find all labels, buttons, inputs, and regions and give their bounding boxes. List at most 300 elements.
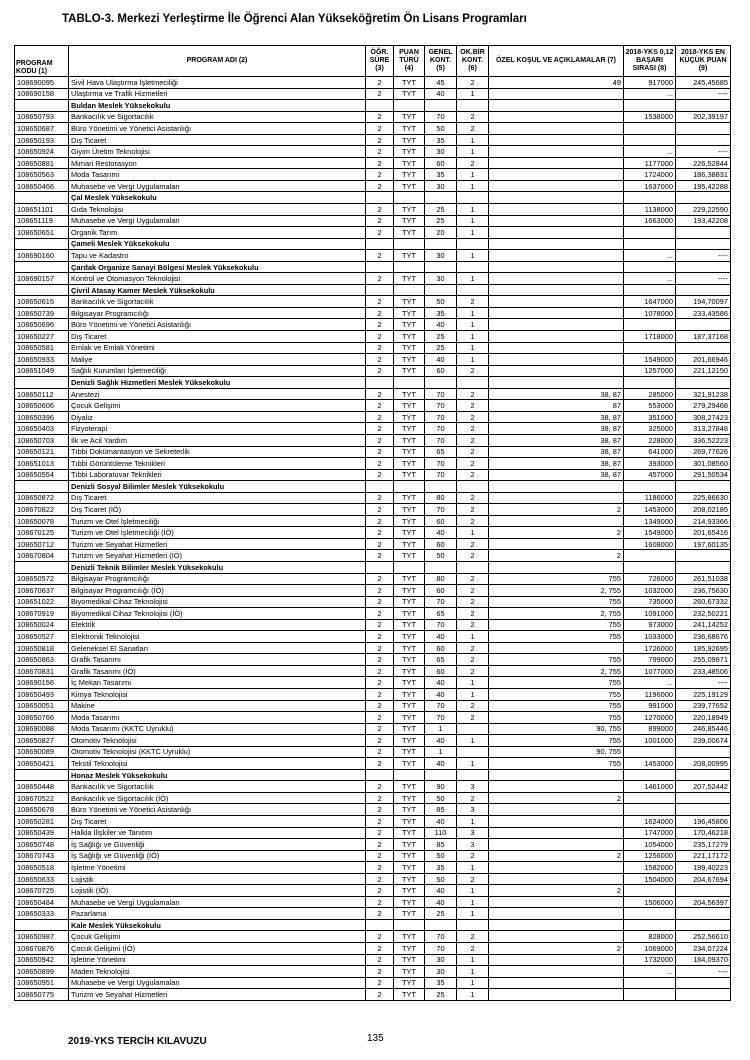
table-row	[15, 146, 731, 158]
header-duration: ÖĞR. SÜRE (3)	[366, 46, 394, 77]
cell-top-student-quota: 2	[457, 665, 489, 677]
cell-general-quota: 40	[425, 527, 457, 539]
cell-score-type: TYT	[394, 966, 425, 978]
cell-special-conditions	[489, 88, 624, 100]
cell-success-rank: 1256000	[624, 850, 676, 862]
cell-program-code: 108650396	[15, 411, 69, 423]
cell-duration: 2	[366, 735, 394, 747]
cell-special-conditions	[489, 873, 624, 885]
cell-special-conditions	[489, 134, 624, 146]
cell-general-quota: 30	[425, 954, 457, 966]
cell-duration: 2	[366, 850, 394, 862]
cell-special-conditions	[489, 307, 624, 319]
cell-success-rank	[624, 134, 676, 146]
cell-special-conditions: 38, 87	[489, 458, 624, 470]
cell-program-name: Maliye	[69, 354, 366, 366]
cell-duration: 2	[366, 527, 394, 539]
cell-duration: 2	[366, 434, 394, 446]
cell-score-type: TYT	[394, 492, 425, 504]
cell-success-rank: 828000	[624, 931, 676, 943]
cell-min-score: 226,52844	[676, 157, 731, 169]
cell-program-name: Dış Ticaret (İÖ)	[69, 504, 366, 516]
cell-success-rank: 1624000	[624, 816, 676, 828]
cell-duration: 2	[366, 816, 394, 828]
cell-success-rank: 1724000	[624, 169, 676, 181]
cell-general-quota: 35	[425, 134, 457, 146]
cell-empty	[489, 284, 624, 296]
section-title: Çardak Organize Sanayi Bölgesi Meslek Yüksekokulu	[69, 261, 366, 273]
cell-min-score: 239,77652	[676, 700, 731, 712]
table-row	[15, 850, 731, 862]
cell-program-name: Ulaştırma ve Trafik Hizmetleri	[69, 88, 366, 100]
cell-special-conditions	[489, 538, 624, 550]
cell-program-name: Elektronik Teknolojisi	[69, 631, 366, 643]
cell-program-code: 108650121	[15, 446, 69, 458]
cell-program-code: 108651013	[15, 458, 69, 470]
cell-min-score: 221,17172	[676, 850, 731, 862]
cell-empty	[366, 481, 394, 493]
cell-program-code: 108651119	[15, 215, 69, 227]
cell-empty	[457, 192, 489, 204]
table-row	[15, 931, 731, 943]
cell-empty	[624, 192, 676, 204]
cell-success-rank	[624, 908, 676, 920]
cell-top-student-quota: 3	[457, 827, 489, 839]
cell-score-type: TYT	[394, 954, 425, 966]
cell-score-type: TYT	[394, 839, 425, 851]
table-row	[15, 411, 731, 423]
cell-duration: 2	[366, 492, 394, 504]
cell-duration: 2	[366, 954, 394, 966]
cell-program-name: Muhasebe ve Vergi Uygulamaları	[69, 896, 366, 908]
section-row	[15, 919, 731, 931]
cell-program-code: 108650633	[15, 873, 69, 885]
section-title: Buldan Meslek Yüksekokulu	[69, 100, 366, 112]
table-body	[15, 77, 731, 1001]
programs-table	[14, 45, 731, 1001]
cell-score-type: TYT	[394, 77, 425, 89]
cell-min-score: 201,66946	[676, 354, 731, 366]
cell-top-student-quota: 1	[457, 342, 489, 354]
cell-general-quota: 40	[425, 319, 457, 331]
cell-min-score: 235,17279	[676, 839, 731, 851]
cell-program-name: Büro Yönetimi ve Yönetici Asistanlığı	[69, 319, 366, 331]
cell-program-code: 108650403	[15, 423, 69, 435]
cell-success-rank: 1177000	[624, 157, 676, 169]
cell-top-student-quota: 2	[457, 792, 489, 804]
cell-general-quota: 70	[425, 400, 457, 412]
section-row	[15, 481, 731, 493]
cell-general-quota: 70	[425, 388, 457, 400]
cell-general-quota: 25	[425, 989, 457, 1001]
cell-empty	[624, 261, 676, 273]
cell-duration: 2	[366, 896, 394, 908]
cell-success-rank: 1032000	[624, 585, 676, 597]
cell-top-student-quota: 1	[457, 954, 489, 966]
cell-empty	[489, 192, 624, 204]
cell-min-score: 202,39197	[676, 111, 731, 123]
cell-special-conditions	[489, 146, 624, 158]
cell-empty	[425, 377, 457, 389]
cell-program-name: İşletme Yönetimi	[69, 862, 366, 874]
cell-special-conditions	[489, 157, 624, 169]
cell-program-code: 108670804	[15, 550, 69, 562]
section-title: Kale Meslek Yüksekokulu	[69, 919, 366, 931]
cell-program-name: Fizyoterapi	[69, 423, 366, 435]
cell-general-quota: 80	[425, 573, 457, 585]
cell-duration: 2	[366, 319, 394, 331]
table-row	[15, 123, 731, 135]
cell-duration: 2	[366, 781, 394, 793]
cell-program-name: Dış Ticaret	[69, 816, 366, 828]
cell-special-conditions	[489, 227, 624, 239]
cell-min-score: 234,07224	[676, 943, 731, 955]
section-row	[15, 561, 731, 573]
cell-top-student-quota: 2	[457, 700, 489, 712]
cell-top-student-quota: 2	[457, 411, 489, 423]
cell-program-name: Organik Tarım	[69, 227, 366, 239]
cell-min-score	[676, 319, 731, 331]
cell-special-conditions: 2	[489, 850, 624, 862]
cell-program-code: 108651049	[15, 365, 69, 377]
cell-program-name: Tıbbi Görüntüleme Teknikleri	[69, 458, 366, 470]
cell-score-type: TYT	[394, 134, 425, 146]
cell-top-student-quota: 2	[457, 550, 489, 562]
cell-program-name: Moda Tasarımı	[69, 712, 366, 724]
cell-min-score	[676, 989, 731, 1001]
cell-program-code: 108650554	[15, 469, 69, 481]
cell-program-code: 108651101	[15, 204, 69, 216]
cell-empty	[457, 238, 489, 250]
cell-success-rank: 1453000	[624, 758, 676, 770]
cell-general-quota: 85	[425, 839, 457, 851]
cell-min-score	[676, 227, 731, 239]
cell-success-rank: 1647000	[624, 296, 676, 308]
cell-duration: 2	[366, 712, 394, 724]
cell-min-score: 208,00995	[676, 758, 731, 770]
cell-empty	[366, 261, 394, 273]
cell-empty	[366, 769, 394, 781]
cell-special-conditions	[489, 331, 624, 343]
table-row	[15, 735, 731, 747]
cell-score-type: TYT	[394, 642, 425, 654]
cell-empty	[676, 481, 731, 493]
cell-general-quota: 40	[425, 816, 457, 828]
cell-top-student-quota: 1	[457, 146, 489, 158]
cell-success-rank: 641000	[624, 446, 676, 458]
cell-score-type: TYT	[394, 943, 425, 955]
cell-top-student-quota: 2	[457, 619, 489, 631]
cell-program-code: 108650818	[15, 642, 69, 654]
cell-duration: 2	[366, 989, 394, 1001]
cell-success-rank: ...	[624, 273, 676, 285]
cell-top-student-quota: 2	[457, 943, 489, 955]
cell-score-type: TYT	[394, 550, 425, 562]
cell-top-student-quota: 2	[457, 654, 489, 666]
cell-empty	[624, 284, 676, 296]
cell-min-score: 225,86630	[676, 492, 731, 504]
page-title: TABLO-3. Merkezi Yerleştirme İle Öğrenci Alan Yükseköğretim Ön Lisans Programları	[62, 13, 527, 25]
cell-general-quota: 85	[425, 804, 457, 816]
cell-empty	[15, 769, 69, 781]
table-row	[15, 296, 731, 308]
cell-empty	[15, 261, 69, 273]
cell-empty	[394, 769, 425, 781]
cell-min-score: ----	[676, 146, 731, 158]
cell-min-score: 236,68676	[676, 631, 731, 643]
cell-duration: 2	[366, 250, 394, 262]
section-title: Çameli Meslek Yüksekokulu	[69, 238, 366, 250]
cell-special-conditions	[489, 839, 624, 851]
cell-general-quota: 40	[425, 688, 457, 700]
cell-success-rank: 457000	[624, 469, 676, 481]
cell-score-type: TYT	[394, 735, 425, 747]
cell-min-score	[676, 977, 731, 989]
cell-success-rank: 1196000	[624, 688, 676, 700]
cell-success-rank: 351000	[624, 411, 676, 423]
cell-top-student-quota: 2	[457, 596, 489, 608]
cell-program-name: Turizm ve Otel İşletmeciliği	[69, 515, 366, 527]
cell-min-score: 184,09370	[676, 954, 731, 966]
section-title: Çivril Atasay Kamer Meslek Yüksekokulu	[69, 284, 366, 296]
cell-score-type: TYT	[394, 411, 425, 423]
cell-min-score	[676, 792, 731, 804]
cell-min-score: 225,19129	[676, 688, 731, 700]
cell-program-code: 108650281	[15, 816, 69, 828]
cell-empty	[489, 769, 624, 781]
table-row	[15, 585, 731, 597]
cell-program-name: Tekstil Teknolojisi	[69, 758, 366, 770]
cell-empty	[425, 769, 457, 781]
table-row	[15, 77, 731, 89]
cell-success-rank: 1504000	[624, 873, 676, 885]
section-row	[15, 377, 731, 389]
cell-general-quota: 50	[425, 873, 457, 885]
cell-program-code: 108690089	[15, 746, 69, 758]
table-row	[15, 550, 731, 562]
cell-top-student-quota: 1	[457, 88, 489, 100]
cell-top-student-quota: 2	[457, 515, 489, 527]
cell-duration: 2	[366, 365, 394, 377]
cell-top-student-quota: 1	[457, 862, 489, 874]
table-row	[15, 896, 731, 908]
cell-empty	[15, 284, 69, 296]
cell-empty	[394, 192, 425, 204]
cell-min-score: 204,56397	[676, 896, 731, 908]
cell-empty	[366, 238, 394, 250]
cell-special-conditions: 38, 87	[489, 469, 624, 481]
cell-success-rank: 1186000	[624, 492, 676, 504]
cell-score-type: TYT	[394, 585, 425, 597]
cell-score-type: TYT	[394, 227, 425, 239]
table-row	[15, 804, 731, 816]
cell-empty	[457, 261, 489, 273]
cell-general-quota: 60	[425, 157, 457, 169]
cell-min-score: 241,14252	[676, 619, 731, 631]
cell-score-type: TYT	[394, 342, 425, 354]
table-row	[15, 700, 731, 712]
cell-score-type: TYT	[394, 908, 425, 920]
cell-program-code: 108650951	[15, 977, 69, 989]
cell-program-code: 108690088	[15, 723, 69, 735]
cell-program-code: 108650493	[15, 688, 69, 700]
cell-min-score: 233,43586	[676, 307, 731, 319]
cell-program-name: İş Sağlığı ve Güvenliği (İÖ)	[69, 850, 366, 862]
cell-program-code: 108650606	[15, 400, 69, 412]
cell-special-conditions: 755	[489, 758, 624, 770]
table-row	[15, 631, 731, 643]
cell-min-score	[676, 746, 731, 758]
cell-success-rank: 1663000	[624, 215, 676, 227]
cell-special-conditions: 38, 87	[489, 423, 624, 435]
cell-min-score: 269,77626	[676, 446, 731, 458]
cell-score-type: TYT	[394, 746, 425, 758]
cell-success-rank: 1732000	[624, 954, 676, 966]
cell-score-type: TYT	[394, 573, 425, 585]
cell-min-score: 260,67332	[676, 596, 731, 608]
cell-empty	[676, 238, 731, 250]
cell-empty	[489, 100, 624, 112]
cell-special-conditions	[489, 123, 624, 135]
cell-general-quota: 50	[425, 123, 457, 135]
cell-program-name: Sivil Hava Ulaştırma İşletmeciliği	[69, 77, 366, 89]
cell-score-type: TYT	[394, 515, 425, 527]
cell-top-student-quota: 2	[457, 469, 489, 481]
cell-duration: 2	[366, 342, 394, 354]
cell-success-rank: 1349000	[624, 515, 676, 527]
cell-program-code: 108650703	[15, 434, 69, 446]
cell-duration: 2	[366, 596, 394, 608]
cell-success-rank: ...	[624, 250, 676, 262]
cell-general-quota: 35	[425, 862, 457, 874]
cell-min-score: 308,27423	[676, 411, 731, 423]
cell-empty	[425, 561, 457, 573]
cell-min-score	[676, 134, 731, 146]
cell-special-conditions	[489, 215, 624, 227]
cell-special-conditions: 755	[489, 619, 624, 631]
cell-program-code: 108650872	[15, 492, 69, 504]
cell-duration: 2	[366, 423, 394, 435]
cell-special-conditions	[489, 954, 624, 966]
cell-program-name: Sağlık Kurumları İşletmeciliği	[69, 365, 366, 377]
cell-duration: 2	[366, 654, 394, 666]
cell-empty	[15, 919, 69, 931]
cell-program-name: Tapu ve Kadastro	[69, 250, 366, 262]
cell-program-name: Halkla İlişkiler ve Tanıtım	[69, 827, 366, 839]
cell-score-type: TYT	[394, 446, 425, 458]
cell-success-rank	[624, 885, 676, 897]
cell-program-code: 108650466	[15, 180, 69, 192]
cell-score-type: TYT	[394, 146, 425, 158]
cell-program-code: 108670725	[15, 885, 69, 897]
cell-program-name: Muhasebe ve Vergi Uygulamaları	[69, 977, 366, 989]
cell-top-student-quota: 1	[457, 527, 489, 539]
cell-min-score	[676, 550, 731, 562]
table-row	[15, 400, 731, 412]
table-row	[15, 527, 731, 539]
cell-program-name: Elektrik	[69, 619, 366, 631]
cell-program-name: Bankacılık ve Sigortacılık	[69, 296, 366, 308]
table-row	[15, 723, 731, 735]
cell-program-name: Otomotiv Teknolojisi	[69, 735, 366, 747]
cell-special-conditions	[489, 781, 624, 793]
cell-empty	[624, 238, 676, 250]
cell-success-rank: 991000	[624, 700, 676, 712]
cell-min-score: ----	[676, 88, 731, 100]
cell-general-quota: 60	[425, 585, 457, 597]
cell-top-student-quota: 2	[457, 850, 489, 862]
cell-program-name: Moda Tasarımı	[69, 169, 366, 181]
cell-general-quota: 40	[425, 631, 457, 643]
table-row	[15, 538, 731, 550]
cell-top-student-quota: 2	[457, 538, 489, 550]
cell-special-conditions: 755	[489, 712, 624, 724]
cell-duration: 2	[366, 908, 394, 920]
section-title: Denizli Teknik Bilimler Meslek Yüksekokulu	[69, 561, 366, 573]
cell-top-student-quota: 1	[457, 331, 489, 343]
cell-general-quota: 30	[425, 180, 457, 192]
cell-success-rank: 1549000	[624, 354, 676, 366]
cell-success-rank: 1138000	[624, 204, 676, 216]
table-row	[15, 504, 731, 516]
cell-duration: 2	[366, 550, 394, 562]
cell-empty	[676, 261, 731, 273]
cell-success-rank: 973000	[624, 619, 676, 631]
cell-score-type: TYT	[394, 538, 425, 550]
cell-special-conditions	[489, 492, 624, 504]
table-row	[15, 388, 731, 400]
cell-general-quota: 65	[425, 446, 457, 458]
cell-duration: 2	[366, 585, 394, 597]
cell-special-conditions	[489, 365, 624, 377]
cell-program-name: Dış Ticaret	[69, 134, 366, 146]
cell-special-conditions	[489, 642, 624, 654]
cell-program-name: Mimari Restorasyon	[69, 157, 366, 169]
header-top-student-quota: OK.BİR KONT. (6)	[457, 46, 489, 77]
cell-success-rank: 1270000	[624, 712, 676, 724]
cell-general-quota: 60	[425, 365, 457, 377]
cell-general-quota: 70	[425, 423, 457, 435]
cell-special-conditions: 90, 755	[489, 746, 624, 758]
cell-program-name: Muhasebe ve Vergi Uygulamaları	[69, 180, 366, 192]
cell-score-type: TYT	[394, 665, 425, 677]
cell-duration: 2	[366, 331, 394, 343]
cell-empty	[15, 238, 69, 250]
cell-program-code: 108650739	[15, 307, 69, 319]
cell-empty	[457, 919, 489, 931]
cell-program-code: 108670637	[15, 585, 69, 597]
cell-top-student-quota: 2	[457, 931, 489, 943]
cell-min-score: 233,48506	[676, 665, 731, 677]
cell-score-type: TYT	[394, 354, 425, 366]
cell-special-conditions: 755	[489, 596, 624, 608]
cell-empty	[624, 377, 676, 389]
cell-program-code: 108690095	[15, 77, 69, 89]
cell-duration: 2	[366, 862, 394, 874]
cell-program-name: Otomotiv Teknolojisi (KKTC Uyruklu)	[69, 746, 366, 758]
cell-duration: 2	[366, 123, 394, 135]
cell-score-type: TYT	[394, 827, 425, 839]
cell-duration: 2	[366, 204, 394, 216]
cell-top-student-quota: 1	[457, 885, 489, 897]
cell-general-quota: 70	[425, 619, 457, 631]
cell-min-score	[676, 342, 731, 354]
cell-top-student-quota: 1	[457, 977, 489, 989]
cell-empty	[489, 377, 624, 389]
cell-empty	[425, 261, 457, 273]
cell-empty	[676, 919, 731, 931]
cell-empty	[624, 481, 676, 493]
